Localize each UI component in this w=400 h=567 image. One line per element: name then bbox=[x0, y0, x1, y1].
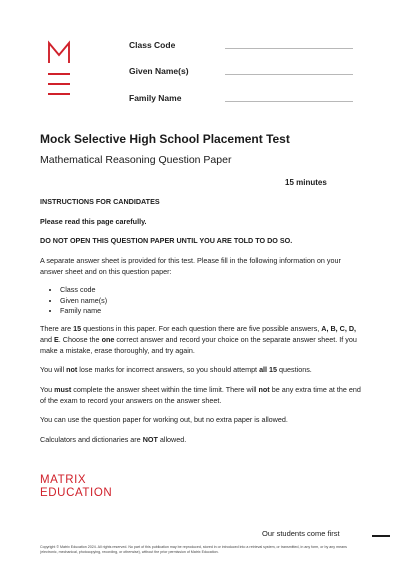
given-names-label: Given Name(s) bbox=[129, 66, 189, 76]
duration: 15 minutes bbox=[285, 178, 327, 187]
fill-in-list bbox=[40, 285, 364, 317]
answer-sheet-paragraph: A separate answer sheet is provided for this test. Please fill in the following information on your answer sheet and on this question paper: bbox=[40, 255, 341, 276]
family-name-field[interactable] bbox=[225, 101, 353, 102]
class-code-label: Class Code bbox=[129, 40, 176, 50]
matrix-education-logo bbox=[40, 474, 112, 499]
working-out-paragraph: You can use the question paper for working out, but no extra paper is allowed. bbox=[40, 415, 288, 424]
list-item: • Given name(s) bbox=[60, 296, 364, 307]
brand-line-2: EDUCATION bbox=[40, 486, 113, 499]
questions-paragraph: There are 15 questions in this paper. For each question there are five possible answers, A, B, C, D, and E. Choose the one correct answer and record your choice on the separate answer sheet. If you make a mistake, erase thoroughly, and try again. bbox=[40, 323, 357, 355]
calculators-paragraph: Calculators and dictionaries are NOT allowed. bbox=[40, 434, 187, 444]
instructions-heading: INSTRUCTIONS FOR CANDIDATES bbox=[40, 197, 160, 206]
footer-bar bbox=[372, 535, 390, 537]
time-limit-paragraph: You must complete the answer sheet within the time limit. There will not be any extra time at the end of the exam to record your answers on the answer sheet. bbox=[40, 384, 361, 405]
list-item: • Class code bbox=[60, 285, 364, 296]
document-subtitle: Mathematical Reasoning Question Paper bbox=[40, 154, 232, 166]
brand-line-1: MATRIX bbox=[40, 474, 87, 486]
footer-tagline: Our students come first bbox=[262, 529, 340, 538]
marks-paragraph: You will not lose marks for incorrect answers, so you should attempt all 15 questions. bbox=[40, 365, 312, 374]
family-name-label: Family Name bbox=[129, 93, 182, 103]
read-carefully-note: Please read this page carefully. bbox=[40, 216, 147, 226]
document-title: Mock Selective High School Placement Test bbox=[40, 132, 290, 146]
matrix-m-logo-icon bbox=[47, 40, 71, 96]
instructions bbox=[40, 196, 364, 453]
do-not-open-warning: DO NOT OPEN THIS QUESTION PAPER UNTIL YOU ARE TOLD TO DO SO. bbox=[40, 236, 293, 245]
copyright-notice: Copyright © Matrix Education 2024. All rights reserved. No part of this publication may be reproduced, stored in or introduced into a retrieval system, or transmitted, in any form, or by any means (electronic, mechanical, photocopying, recording, or otherwise), without the prior permission of Matrix Education. bbox=[40, 545, 347, 555]
given-names-field[interactable] bbox=[225, 74, 353, 75]
class-code-field[interactable] bbox=[225, 48, 353, 49]
list-item: • Family name bbox=[60, 306, 364, 317]
